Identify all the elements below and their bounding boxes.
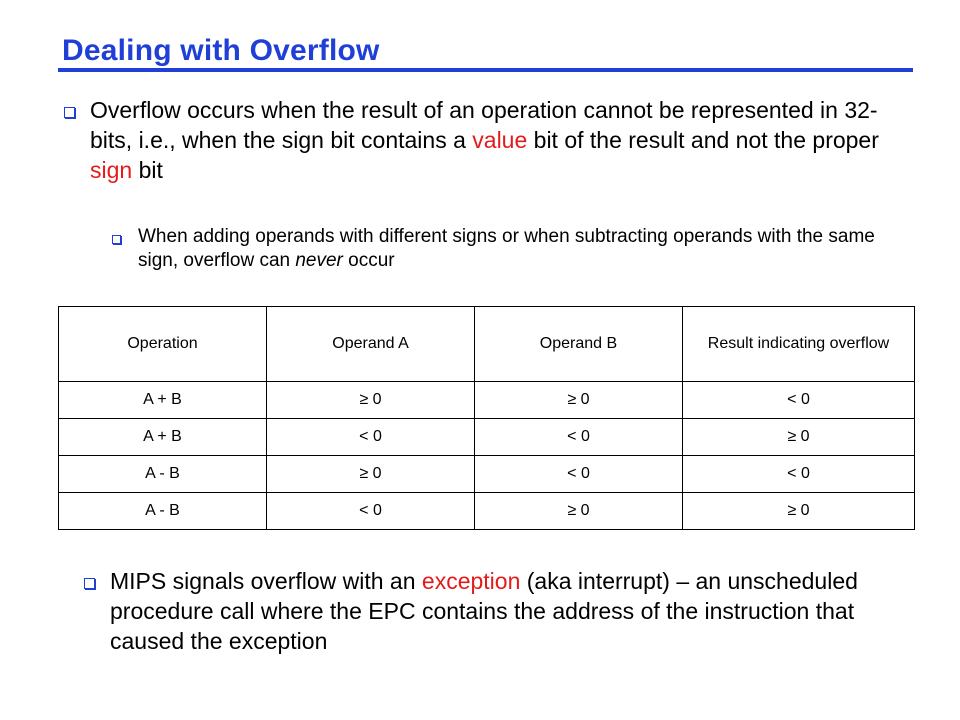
table-cell: ≥ 0	[267, 382, 475, 419]
table-cell: ≥ 0	[475, 493, 683, 530]
table-header-cell: Operation	[59, 307, 267, 382]
table-cell: A - B	[59, 456, 267, 493]
highlight-value: value	[472, 127, 528, 153]
table-cell: < 0	[267, 419, 475, 456]
bullet-text: Overflow occurs when the result of an operation cannot be represented in 32-bits, i.e., when the sign bit contains a value bit of the result and not the proper sign bit	[90, 97, 879, 183]
square-bullet-icon	[64, 107, 75, 118]
title-underline	[58, 68, 913, 72]
square-bullet-icon	[112, 235, 121, 244]
bullet-mips-exception	[84, 566, 914, 656]
table-cell: < 0	[683, 382, 915, 419]
highlight-sign: sign	[90, 157, 133, 183]
table-cell: A + B	[59, 382, 267, 419]
table-header-cell: Operand B	[475, 307, 683, 382]
table-row	[59, 456, 915, 493]
table-header-cell: Operand A	[267, 307, 475, 382]
sub-bullet-never-overflow	[112, 225, 912, 273]
table-header-row	[59, 307, 915, 382]
bullet-overflow-definition	[64, 95, 914, 185]
table-cell: ≥ 0	[683, 493, 915, 530]
table-cell: A - B	[59, 493, 267, 530]
bullet-text: When adding operands with different signs or when subtracting operands with the same sign, overflow can never occur	[138, 226, 875, 271]
slide-title: Dealing with Overflow	[62, 34, 380, 67]
table-cell: A + B	[59, 419, 267, 456]
table-row	[59, 493, 915, 530]
highlight-exception: exception	[421, 568, 521, 594]
table-cell: < 0	[267, 493, 475, 530]
table-cell: < 0	[475, 456, 683, 493]
emphasis-never: never	[295, 250, 343, 271]
table-row	[59, 419, 915, 456]
table-cell: ≥ 0	[475, 382, 683, 419]
table-cell: < 0	[475, 419, 683, 456]
square-bullet-icon	[84, 578, 95, 589]
table-header-cell: Result indicating overflow	[683, 307, 915, 382]
table-cell: ≥ 0	[267, 456, 475, 493]
table-cell: ≥ 0	[683, 419, 915, 456]
table-row	[59, 382, 915, 419]
bullet-text: MIPS signals overflow with an exception (aka interrupt) – an unscheduled procedure call where the EPC contains the address of the instruction that caused the exception	[110, 568, 858, 654]
table-cell: < 0	[683, 456, 915, 493]
overflow-conditions-table	[58, 306, 915, 530]
